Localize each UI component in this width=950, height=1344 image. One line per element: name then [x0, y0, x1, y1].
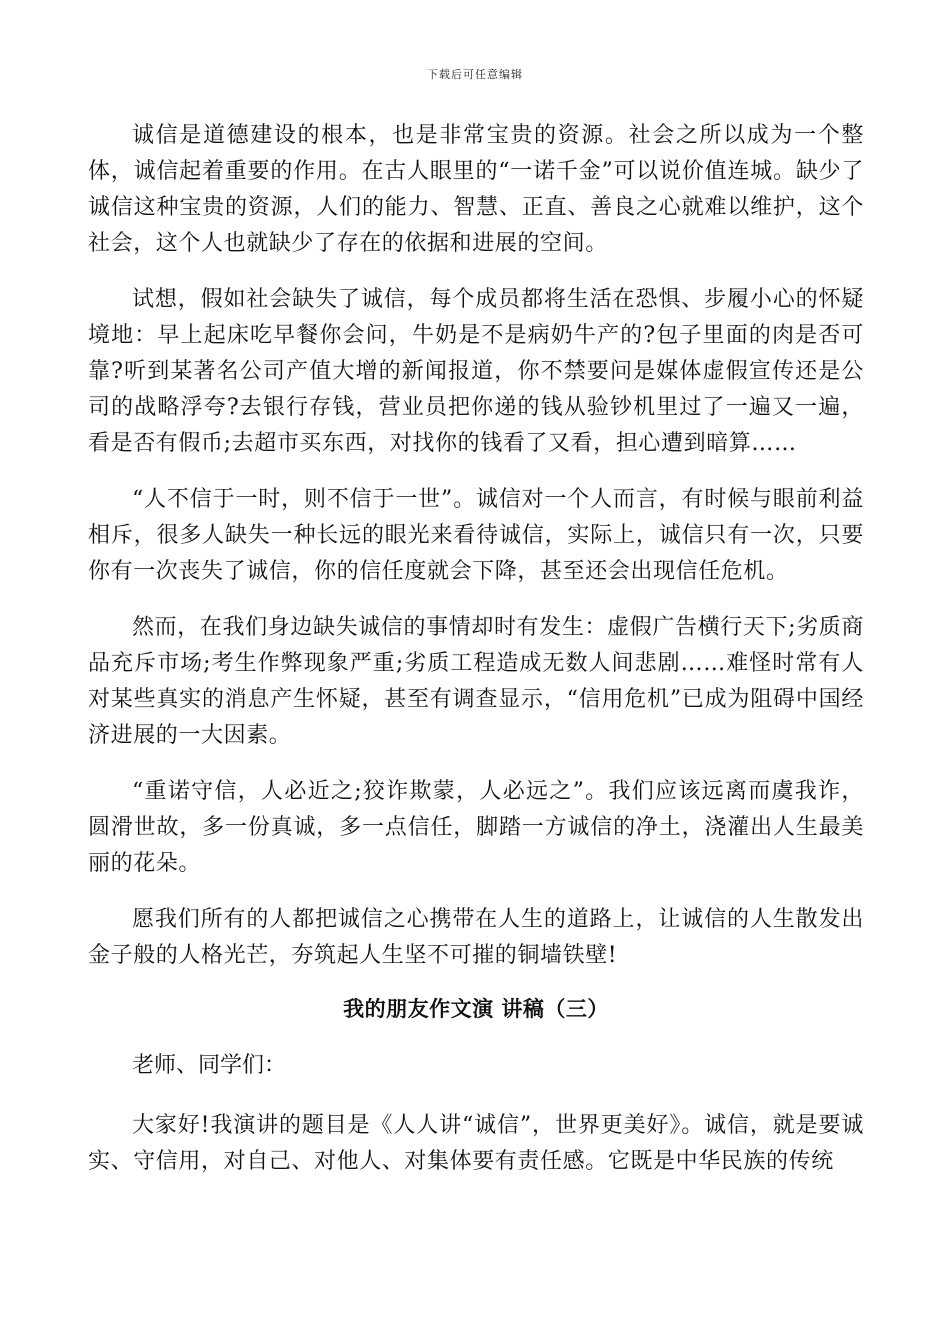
document-body — [88, 118, 864, 1200]
paragraph: 诚信是道德建设的根本，也是非常宝贵的资源。社会之所以成为一个整体，诚信起着重要的作用。在古人眼里的“一诺千金”可以说价值连城。缺少了诚信这种宝贵的资源，人们的能力、智慧、正直、善良之心就难以维护，这个社会，这个人也就缺少了存在的依据和进展的空间。 — [88, 123, 864, 256]
paragraph: “重诺守信，人必近之;狡诈欺蒙，人必远之”。我们应该远离而虞我诈，圆滑世故，多一份真诚，多一点信任，脚踏一方诚信的净土，浇灌出人生最美丽的花朵。 — [88, 779, 864, 876]
paragraph: 愿我们所有的人都把诚信之心携带在人生的道路上，让诚信的人生散发出金子般的人格光芒，夯筑起人生坚不可摧的铜墙铁壁! — [88, 907, 864, 968]
paragraph: 然而，在我们身边缺失诚信的事情却时有发生：虚假广告横行天下;劣质商品充斥市场;考生作弊现象严重;劣质工程造成无数人间悲剧……难怪时常有人对某些真实的消息产生怀疑，甚至有调查显示，“信用危机”已成为阻碍中国经济进展的一大因素。 — [88, 615, 864, 748]
header-note: 下载后可任意编辑 — [427, 68, 523, 81]
section-title: 我的朋友作文演 讲稿（三） — [343, 997, 609, 1021]
salutation: 老师、同学们： — [132, 1053, 287, 1078]
paragraph: 试想，假如社会缺失了诚信，每个成员都将生活在恐惧、步履小心的怀疑境地：早上起床吃早餐你会问，牛奶是不是病奶牛产的?包子里面的肉是否可靠?听到某著名公司产值大增的新闻报道，你不禁要问是媒体虚假宣传还是公司的战略浮夸?去银行存钱，营业员把你递的钱从验钞机里过了一遍又一遍，看是否有假币;去超市买东西，对找你的钱看了又看，担心遭到暗算…… — [88, 287, 864, 456]
paragraph: “人不信于一时，则不信于一世”。诚信对一个人而言，有时候与眼前利益相斥，很多人缺失一种长远的眼光来看待诚信，实际上，诚信只有一次，只要你有一次丧失了诚信，你的信任度就会下降，甚至还会出现信任危机。 — [88, 487, 864, 584]
paragraph: 大家好!我演讲的题目是《人人讲“诚信”，世界更美好》。诚信，就是要诚实、守信用，对自己、对他人、对集体要有责任感。它既是中华民族的传统 — [88, 1113, 864, 1174]
